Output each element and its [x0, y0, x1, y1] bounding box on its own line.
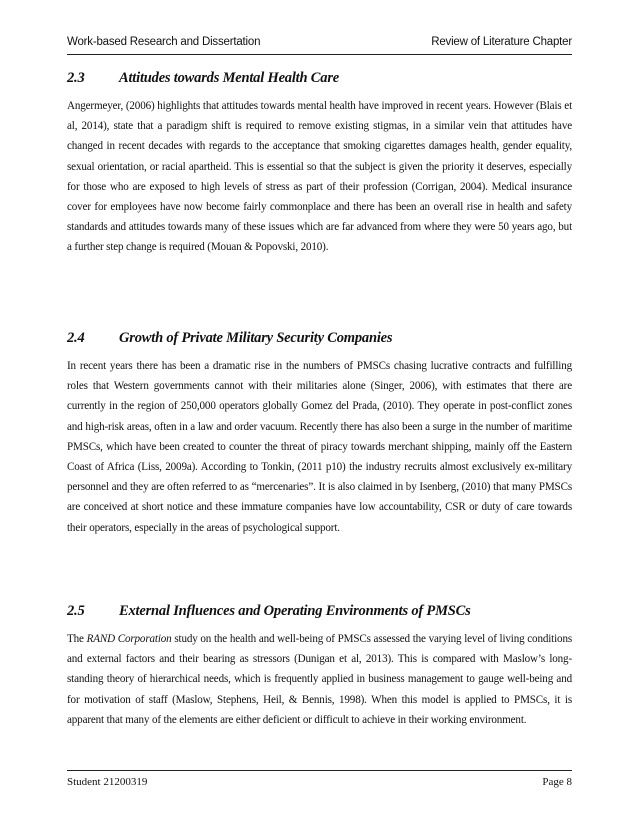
section-paragraph: Angermeyer, (2006) highlights that attitudes towards mental health have improved in recent years. However (Blais et al, 2014), state that a paradigm shift is required to remove existing stigmas, in a similar vein that attitudes have changed in recent decades with regards to the acceptance that smoking cigarettes damages health, gender equality, sexual orientation, or racial apartheid. This is essential so that the subject is given the priority it deserves, especially for those who are exposed to high levels of stress as part of their profession (Corrigan, 2004). Medical insurance cover for employees have now become fairly commonplace and there has been an overall rise in health and safety standards and attitudes towards many of these issues which are far advanced from where they were 50 years ago, but a further step change is required (Mouan & Popovski, 2010).	[67, 100, 572, 254]
footer-rule	[67, 770, 572, 771]
header-chapter-title: Review of Literature Chapter	[431, 36, 572, 48]
section-2-5	[67, 603, 572, 730]
section-title: Growth of Private Military Security Companies	[119, 330, 393, 346]
section-heading	[67, 603, 572, 620]
header-course-title: Work-based Research and Dissertation	[67, 36, 261, 48]
section-paragraph	[67, 629, 572, 730]
paragraph-lead: The	[67, 633, 87, 645]
page-header	[67, 36, 572, 48]
section-2-3	[67, 70, 572, 258]
section-2-4	[67, 330, 572, 538]
section-heading	[67, 330, 572, 347]
rand-corporation-name: RAND Corporation	[86, 633, 172, 645]
section-title: Attitudes towards Mental Health Care	[119, 70, 339, 86]
section-number: 2.3	[67, 70, 85, 86]
page-footer	[67, 776, 572, 788]
student-id: Student 21200319	[67, 776, 148, 788]
section-heading	[67, 70, 572, 87]
section-title: External Influences and Operating Environments of PMSCs	[119, 603, 471, 619]
paragraph-body: study on the health and well-being of PMSCs assessed the varying level of living conditions and external factors and their bearing as stressors (Dunigan et al, 2013). This is compared with Maslow’s long-standing theory of hierarchical needs, which is frequently applied in business management to gauge well-being and for motivation of staff (Maslow, Stephens, Heil, & Bennis, 1998). When this model is applied to PMSCs, it is apparent that many of the elements are either deficient or difficult to achieve in their working environment.	[67, 633, 573, 726]
section-number: 2.4	[67, 330, 85, 346]
header-rule	[67, 54, 572, 55]
page-number: Page 8	[542, 776, 572, 788]
section-number: 2.5	[67, 603, 85, 619]
section-paragraph: In recent years there has been a dramatic rise in the numbers of PMSCs chasing lucrative contracts and fulfilling roles that Western governments cannot with their militaries alone (Singer, 2006), with estimates that there are currently in the region of 250,000 operators globally Gomez del Prada, (2010). They operate in post-conflict zones and high-risk areas, often in a law and order vacuum. Recently there has also been a surge in the number of maritime PMSCs, which have been created to counter the threat of piracy towards merchant shipping, mainly off the Eastern Coast of Africa (Liss, 2009a). According to Tonkin, (2011 p10) the industry recruits almost exclusively ex-military personnel and they are often referred to as “mercenaries”. It is also claimed in by Isenberg, (2010) that many PMSCs are conceived at short notice and these immature companies have low accountability, CSR or duty of care towards their operators, especially in the areas of psychological support.	[67, 360, 572, 534]
